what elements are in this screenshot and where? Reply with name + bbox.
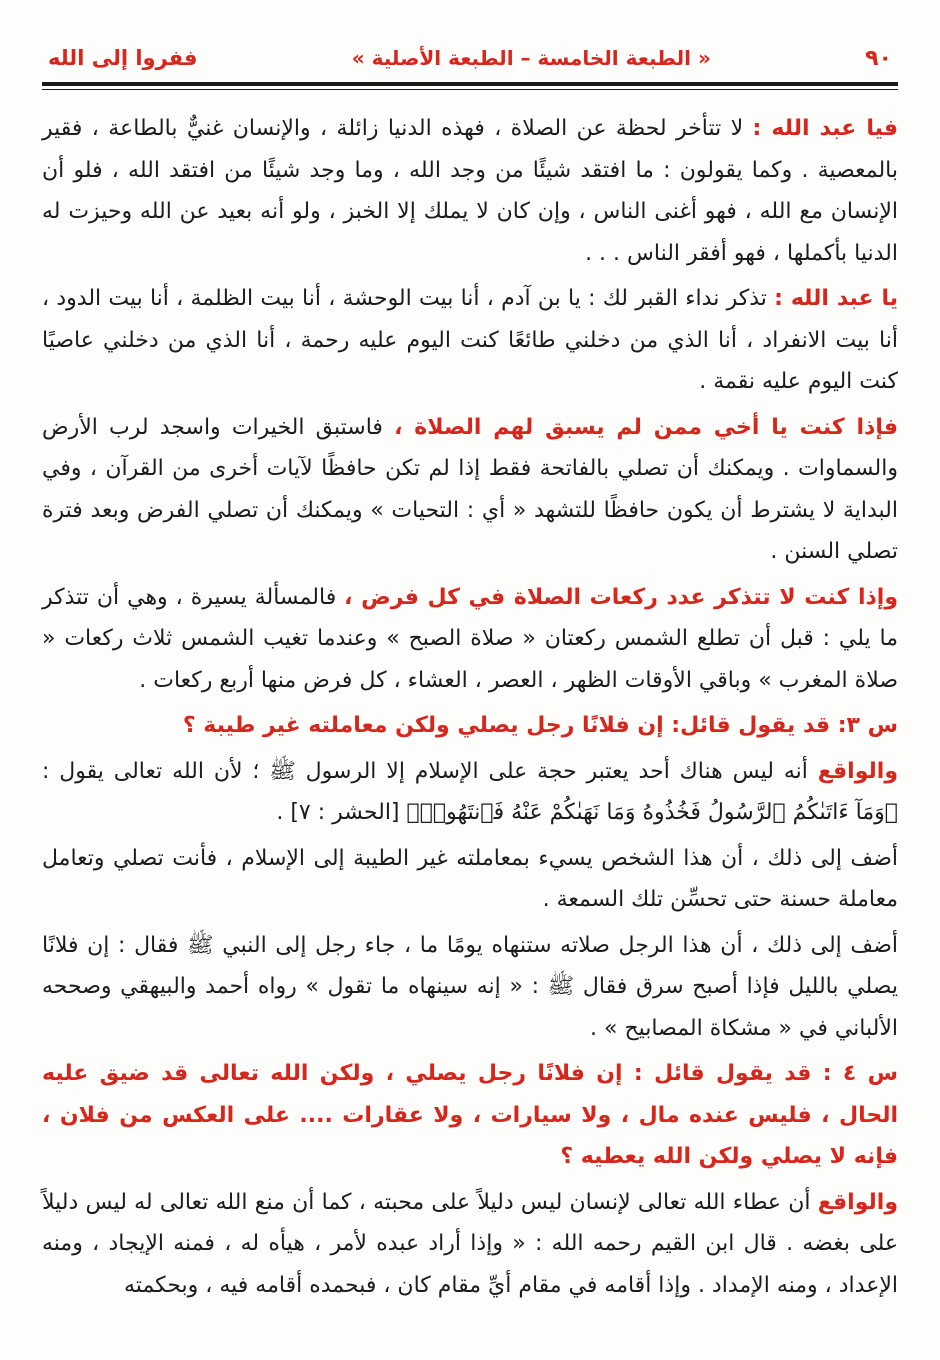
page-number: ٩٠ [865, 45, 892, 71]
running-title: ففروا إلى الله [48, 46, 198, 70]
edition-label: « الطبعة الخامسة – الطبعة الأصلية » [351, 46, 711, 70]
paragraph-text: لا تتأخر لحظة عن الصلاة ، فهذه الدنيا زائلة ، والإنسان غنيٌّ بالطاعة ، فقير بالمعصية . وكما يقولون : ما افتقد شيئًا من وجد الله ، وما وجد شيئًا من افتقد الله ، فلو أن الإنسان مع الله ، فهو أغنى الناس ، وإن كان لا يملك إلا الخبز ، ولو أنه بعيد عن الله وحيزت له الدنيا بأكملها ، فهو أفقر الناس . . . [42, 116, 898, 266]
header-rule-thick [42, 82, 898, 86]
paragraph-lead: فيا عبد الله : [752, 116, 898, 141]
paragraph [42, 108, 898, 274]
paragraph [42, 278, 898, 403]
paragraph-lead: يا عبد الله : [774, 286, 899, 311]
paragraph-lead: فإذا كنت يا أخي ممن لم يسبق لهم الصلاة ، [394, 414, 898, 440]
paragraph [42, 1182, 898, 1307]
question-heading: س ٤ : قد يقول قائل : إن فلانًا رجل يصلي ، ولكن الله تعالى قد ضيق عليه الحال ، فليس عنده مال ، ولا سيارات ، ولا عقارات .... على العكس من فلان ، فإنه لا يصلي ولكن الله يعطيه ؟ [42, 1061, 898, 1169]
quran-verse: ﴿وَمَآ ءَاتَىٰكُمُ ٱلرَّسُولُ فَخُذُوهُ وَمَا نَهَىٰكُمْ عَنْهُ فَٱنتَهُوا۟﴾ [406, 800, 898, 825]
paragraph-lead: والواقع [817, 1189, 898, 1215]
paragraph-text: فالمسألة يسيرة ، وهي أن تتذكر ما يلي : قبل أن تطلع الشمس ركعتان « صلاة الصبح » وعندما تغيب الشمس ثلاث ركعات « صلاة المغرب » وباقي الأوقات الظهر ، العصر ، العشاء ، كل فرض منها أربع ركعات . [42, 584, 898, 693]
paragraph [42, 838, 898, 921]
verse-citation: [الحشر : ٧] . [276, 800, 407, 825]
paragraph [42, 577, 898, 702]
paragraph [42, 925, 898, 1050]
paragraph-lead: وإذا كنت لا تتذكر عدد ركعات الصلاة في كل فرض ، [344, 584, 898, 610]
page-header [42, 38, 898, 78]
header-rule-thin [42, 89, 898, 90]
header-rule [42, 82, 898, 90]
paragraph-text: أنه ليس هناك أحد يعتبر حجة على الإسلام إلا الرسول ﷺ ؛ لأن الله تعالى يقول : [42, 758, 818, 784]
paragraph-text: فاستبق الخيرات واسجد لرب الأرض والسماوات . ويمكنك أن تصلي بالفاتحة فقط إذا لم تكن حافظًا لآيات أخرى من القرآن ، وفي البداية لا يشترط أن يكون حافظًا للتشهد « أي : التحيات » ويمكنك أن تصلي الفرض وبعد فترة تصلي السنن . [42, 414, 898, 564]
paragraph-text: أن عطاء الله تعالى لإنسان ليس دليلاً على محبته ، كما أن منع الله تعالى له ليس دليلاً على بغضه . قال ابن القيم رحمه الله : « وإذا أراد عبده لأمر ، هيأه له ، فمنه الإيجاد ، ومنه الإعداد ، ومنه الإمداد . وإذا أقامه في مقام أيِّ مقام كان ، فبحمده أقامه فيه ، وبحكمته [42, 1189, 898, 1298]
question-heading: س ٣: قد يقول قائل: إن فلانًا رجل يصلي ولكن معاملته غير طيبة ؟ [182, 713, 898, 738]
paragraph [42, 751, 898, 834]
paragraph [42, 407, 898, 573]
paragraph-text: أضف إلى ذلك ، أن هذا الرجل صلاته ستنهاه يومًا ما ، جاء رجل إلى النبي ﷺ فقال : إن فلانًا يصلي بالليل فإذا أصبح سرق فقال ﷺ : « إنه سينهاه ما تقول » رواه أحمد والبيهقي وصححه الألباني في « مشكاة المصابيح » . [42, 932, 898, 1041]
page-body [42, 108, 898, 1306]
paragraph-text: تذكر نداء القبر لك : يا بن آدم ، أنا بيت الوحشة ، أنا بيت الظلمة ، أنا بيت الدود ، أنا بيت الانفراد ، أنا الذي من دخلني طائعًا كنت اليوم عليه رحمة ، أنا الذي من دخلني عاصيًا كنت اليوم عليه نقمة . [42, 286, 898, 394]
paragraph-lead: والواقع [817, 758, 898, 784]
paragraph-text: أضف إلى ذلك ، أن هذا الشخص يسيء بمعاملته غير الطيبة إلى الإسلام ، فأنت تصلي وتعامل معاملة حسنة حتى تحسِّن تلك السمعة . [42, 845, 898, 912]
